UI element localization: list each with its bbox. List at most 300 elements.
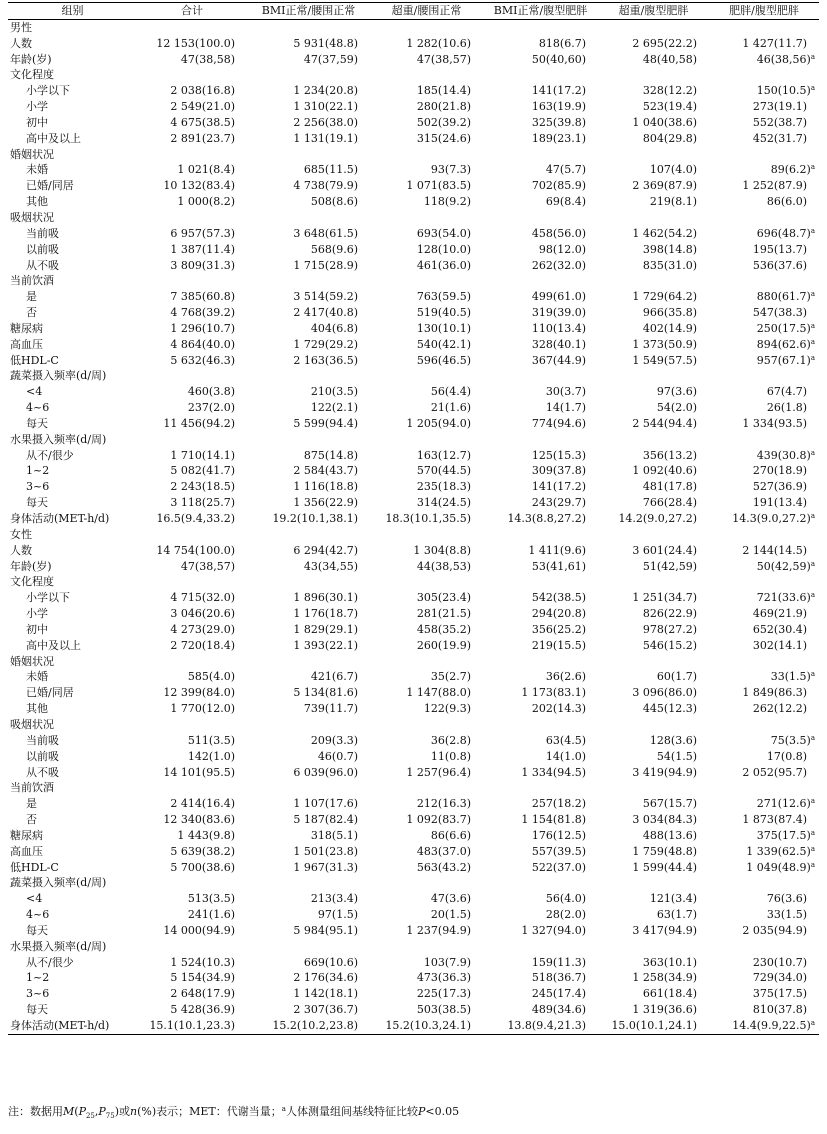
table-cell <box>483 353 598 369</box>
row-label: 已婚/同居 <box>26 179 74 193</box>
table-cell <box>709 701 819 717</box>
cell-value: 47(38,57) <box>180 559 235 573</box>
table-cell <box>598 543 709 559</box>
table-cell <box>598 36 709 52</box>
table-cell <box>247 321 370 337</box>
note-prefix: 注：数据用 <box>8 1105 63 1118</box>
table-cell <box>483 891 598 907</box>
table-row <box>8 321 819 337</box>
cell-value: 519(40.5) <box>416 306 471 320</box>
cell-value: 652(30.4) <box>752 622 807 636</box>
table-row <box>8 273 819 289</box>
table-cell <box>247 574 370 590</box>
table-cell <box>598 875 709 891</box>
table-cell <box>709 986 819 1002</box>
table-cell <box>137 353 247 369</box>
table-row <box>8 67 819 83</box>
row-label: 每天 <box>26 416 48 430</box>
table-cell <box>598 400 709 416</box>
cell-value: 12 399(84.0) <box>163 686 235 700</box>
cell-value: 250(17.5) <box>756 321 811 335</box>
table-row <box>8 590 819 606</box>
table-cell <box>247 368 370 384</box>
cell-value: 1 071(83.5) <box>406 179 471 193</box>
table-cell <box>598 162 709 178</box>
table-cell <box>247 99 370 115</box>
cell-value: 567(15.7) <box>642 797 697 811</box>
table-cell <box>483 1018 598 1034</box>
row-label: 每天 <box>26 496 48 510</box>
table-cell <box>137 67 247 83</box>
table-cell <box>247 194 370 210</box>
row-label: 3~6 <box>26 987 50 1001</box>
table-cell <box>247 448 370 464</box>
cell-value: 1 829(29.1) <box>293 622 358 636</box>
table-row <box>8 828 819 844</box>
cell-value: 14 000(94.9) <box>163 923 235 937</box>
table-cell <box>709 289 819 305</box>
table-cell <box>483 52 598 68</box>
cell-value: 189(23.1) <box>531 131 586 145</box>
table-cell <box>709 733 819 749</box>
table-cell <box>247 384 370 400</box>
cell-value: 5 428(36.9) <box>170 1003 235 1017</box>
table-cell <box>370 448 483 464</box>
cell-value: 1 715(28.9) <box>293 258 358 272</box>
cell-value: 47(38,57) <box>416 52 471 66</box>
table-cell <box>709 765 819 781</box>
row-label: 低HDL-C <box>10 860 59 874</box>
table-cell <box>137 527 247 543</box>
table-cell <box>370 749 483 765</box>
table-row <box>8 574 819 590</box>
cell-value: 513(3.5) <box>187 892 235 906</box>
table-cell <box>137 226 247 242</box>
cell-value: 150(10.5) <box>756 84 811 98</box>
row-label: 否 <box>26 306 37 320</box>
cell-value: 693(54.0) <box>416 226 471 240</box>
table-cell <box>483 400 598 416</box>
table-row <box>8 780 819 796</box>
note-p-threshold: <0.05 <box>425 1105 460 1118</box>
cell-value: 2 256(38.0) <box>293 115 358 129</box>
table-row <box>8 194 819 210</box>
table-cell <box>370 796 483 812</box>
cell-value: 97(3.6) <box>656 385 697 399</box>
table-cell <box>483 321 598 337</box>
table-cell <box>370 194 483 210</box>
table-cell <box>483 559 598 575</box>
significance-mark: a <box>810 591 815 600</box>
table-cell <box>247 147 370 163</box>
row-label: 1~2 <box>26 464 50 478</box>
cell-value: 305(23.4) <box>416 591 471 605</box>
cell-value: 19.2(10.1,38.1) <box>272 512 358 525</box>
table-cell <box>709 606 819 622</box>
table-cell <box>709 178 819 194</box>
table-cell <box>370 305 483 321</box>
table-cell <box>137 875 247 891</box>
cell-value: 1 356(22.9) <box>293 496 358 510</box>
table-cell <box>709 828 819 844</box>
cell-value: 213(3.4) <box>310 892 358 906</box>
table-cell <box>598 590 709 606</box>
table-row <box>8 305 819 321</box>
cell-value: 5 984(95.1) <box>293 923 358 937</box>
cell-value: 243(29.7) <box>531 496 586 510</box>
table-row <box>8 210 819 226</box>
table-cell <box>709 559 819 575</box>
table-cell <box>483 99 598 115</box>
table-cell <box>709 860 819 876</box>
cell-value: 596(46.5) <box>416 353 471 367</box>
significance-mark: a <box>810 52 815 61</box>
cell-value: 36(2.8) <box>430 733 471 747</box>
cell-value: 36(2.6) <box>545 670 586 684</box>
cell-value: 53(41,61) <box>531 559 586 573</box>
cell-value: 76(3.6) <box>766 892 807 906</box>
cell-value: 1 304(8.8) <box>413 543 471 557</box>
cell-value: 763(59.5) <box>416 290 471 304</box>
cell-value: 17(0.8) <box>766 749 807 763</box>
cell-value: 2 243(18.5) <box>170 480 235 494</box>
table-cell <box>598 19 709 35</box>
cell-value: 460(3.8) <box>187 385 235 399</box>
table-cell <box>137 638 247 654</box>
cell-value: 28(2.0) <box>545 908 586 922</box>
table-cell <box>709 194 819 210</box>
cell-value: 47(38,58) <box>180 52 235 66</box>
table-cell <box>709 749 819 765</box>
table-cell <box>247 986 370 1002</box>
cell-value: 14.3(8.8,27.2) <box>507 512 586 525</box>
table-cell <box>483 432 598 448</box>
cell-value: 128(3.6) <box>649 733 697 747</box>
table-cell <box>370 258 483 274</box>
cell-value: 5 931(48.8) <box>293 36 358 50</box>
table-cell <box>137 1002 247 1018</box>
cell-value: 15.2(10.2,23.8) <box>272 1019 358 1032</box>
table-cell <box>137 210 247 226</box>
cell-value: 511(3.5) <box>187 733 235 747</box>
table-cell <box>709 527 819 543</box>
cell-value: 421(6.7) <box>310 670 358 684</box>
table-cell <box>483 463 598 479</box>
table-cell <box>137 970 247 986</box>
table-cell <box>483 305 598 321</box>
table-cell <box>370 590 483 606</box>
table-row <box>8 384 819 400</box>
table-cell <box>709 305 819 321</box>
table-cell <box>709 638 819 654</box>
table-cell <box>598 844 709 860</box>
table-cell <box>598 273 709 289</box>
table-cell <box>483 416 598 432</box>
cell-value: 12 340(83.6) <box>163 813 235 827</box>
significance-mark: a <box>810 163 815 172</box>
table-cell <box>247 923 370 939</box>
table-cell <box>483 36 598 52</box>
cell-value: 2 163(36.5) <box>293 353 358 367</box>
cell-value: 1 252(87.9) <box>742 179 807 193</box>
table-cell <box>370 907 483 923</box>
table-row <box>8 701 819 717</box>
cell-value: 375(17.5) <box>752 987 807 1001</box>
table-cell <box>709 36 819 52</box>
table-cell <box>247 416 370 432</box>
table-cell <box>483 210 598 226</box>
table-cell <box>137 321 247 337</box>
table-cell <box>370 780 483 796</box>
table-cell <box>247 400 370 416</box>
cell-value: 473(36.3) <box>416 971 471 985</box>
row-label: 吸烟状况 <box>10 210 54 224</box>
cell-value: 2 052(95.7) <box>742 765 807 779</box>
cell-value: 230(10.7) <box>752 955 807 969</box>
cell-value: 209(3.3) <box>310 733 358 747</box>
table-row <box>8 844 819 860</box>
row-label: 文化程度 <box>10 68 54 82</box>
table-cell <box>137 305 247 321</box>
cell-value: 2 695(22.2) <box>632 36 697 50</box>
cell-value: 210(3.5) <box>310 385 358 399</box>
cell-value: 159(11.3) <box>531 955 586 969</box>
cell-value: 328(40.1) <box>531 337 586 351</box>
cell-value: 739(11.7) <box>303 702 358 716</box>
table-row <box>8 765 819 781</box>
table-cell <box>370 1002 483 1018</box>
table-cell <box>483 780 598 796</box>
table-cell <box>137 289 247 305</box>
cell-value: 5 187(82.4) <box>293 813 358 827</box>
table-cell <box>483 273 598 289</box>
table-cell <box>137 178 247 194</box>
row-label: 其他 <box>26 195 48 209</box>
note-m-symbol: M <box>63 1105 75 1118</box>
cell-value: 51(42,59) <box>642 559 697 573</box>
cell-value: 1 000(8.2) <box>177 195 235 209</box>
cell-value: 219(15.5) <box>531 638 586 652</box>
table-cell <box>370 289 483 305</box>
cell-value: 110(13.4) <box>531 321 586 335</box>
cell-value: 557(39.5) <box>531 844 586 858</box>
cell-value: 1 501(23.8) <box>293 844 358 858</box>
cell-value: 367(44.9) <box>531 353 586 367</box>
cell-value: 86(6.6) <box>430 828 471 842</box>
table-cell <box>137 1018 247 1034</box>
cell-value: 1 205(94.0) <box>406 416 471 430</box>
cell-value: 122(2.1) <box>310 401 358 415</box>
table-cell <box>137 147 247 163</box>
cell-value: 570(44.5) <box>416 464 471 478</box>
table-row <box>8 923 819 939</box>
table-cell <box>483 226 598 242</box>
table-cell <box>137 99 247 115</box>
table-cell <box>483 115 598 131</box>
row-label: 蔬菜摄入频率(d/周) <box>10 876 107 890</box>
table-cell <box>370 178 483 194</box>
cell-value: 439(30.8) <box>756 448 811 462</box>
cell-value: 957(67.1) <box>756 353 811 367</box>
table-cell <box>137 559 247 575</box>
cell-value: 235(18.3) <box>416 480 471 494</box>
note-n-symbol: n <box>130 1105 138 1118</box>
cell-value: 469(21.9) <box>752 607 807 621</box>
table-cell <box>247 559 370 575</box>
table-cell <box>247 970 370 986</box>
row-label: 文化程度 <box>10 575 54 589</box>
table-cell <box>483 717 598 733</box>
table-cell <box>247 860 370 876</box>
cell-value: 257(18.2) <box>531 797 586 811</box>
table-cell <box>483 162 598 178</box>
cell-value: 89(6.2) <box>770 163 811 177</box>
table-row <box>8 685 819 701</box>
table-cell <box>598 733 709 749</box>
table-cell <box>370 273 483 289</box>
cell-value: 1 282(10.6) <box>406 36 471 50</box>
row-label: 男性 <box>10 20 32 34</box>
row-label: 高中及以上 <box>26 638 81 652</box>
cell-value: 1 387(11.4) <box>170 242 235 256</box>
table-cell <box>370 559 483 575</box>
cell-value: 86(6.0) <box>766 195 807 209</box>
cell-value: 2 307(36.7) <box>293 1003 358 1017</box>
table-cell <box>598 749 709 765</box>
table-cell <box>247 337 370 353</box>
header-cell: BMI正常/腹型肥胖 <box>483 3 598 20</box>
table-cell <box>709 432 819 448</box>
cell-value: 540(42.1) <box>416 337 471 351</box>
table-cell <box>247 511 370 527</box>
table-cell <box>598 780 709 796</box>
significance-mark: a <box>810 797 815 806</box>
cell-value: 458(35.2) <box>416 622 471 636</box>
row-label: 糖尿病 <box>10 828 43 842</box>
row-label: 从不/很少 <box>26 955 74 969</box>
table-cell <box>598 52 709 68</box>
cell-value: 270(18.9) <box>752 464 807 478</box>
table-cell <box>598 463 709 479</box>
significance-mark: a <box>810 670 815 679</box>
table-cell <box>370 321 483 337</box>
table-cell <box>137 337 247 353</box>
cell-value: 14 101(95.5) <box>163 765 235 779</box>
cell-value: 5 599(94.4) <box>293 416 358 430</box>
cell-value: 185(14.4) <box>416 84 471 98</box>
table-cell <box>598 384 709 400</box>
cell-value: 271(12.6) <box>756 797 811 811</box>
cell-value: 3 096(86.0) <box>632 686 697 700</box>
cell-value: 766(28.4) <box>642 496 697 510</box>
cell-value: 15.1(10.1,23.3) <box>149 1019 235 1032</box>
cell-value: 1 154(81.8) <box>521 813 586 827</box>
cell-value: 1 770(12.0) <box>170 702 235 716</box>
table-cell <box>709 669 819 685</box>
table-cell <box>137 907 247 923</box>
table-cell <box>247 875 370 891</box>
cell-value: 48(40,58) <box>642 52 697 66</box>
table-cell <box>137 733 247 749</box>
cell-value: 50(40,60) <box>531 52 586 66</box>
cell-value: 44(38,53) <box>416 559 471 573</box>
table-cell <box>598 131 709 147</box>
cell-value: 774(94.6) <box>531 416 586 430</box>
row-label: 4~6 <box>26 401 50 415</box>
table-cell <box>370 669 483 685</box>
table-cell <box>137 590 247 606</box>
row-label: 吸烟状况 <box>10 717 54 731</box>
table-cell <box>137 939 247 955</box>
table-cell <box>483 860 598 876</box>
table-cell <box>137 955 247 971</box>
row-label: 其他 <box>26 702 48 716</box>
cell-value: 121(3.4) <box>649 892 697 906</box>
table-cell <box>247 844 370 860</box>
table-cell <box>709 400 819 416</box>
table-cell <box>483 495 598 511</box>
cell-value: 585(4.0) <box>187 670 235 684</box>
table-cell <box>598 654 709 670</box>
table-cell <box>483 923 598 939</box>
cell-value: 60(1.7) <box>656 670 697 684</box>
cell-value: 502(39.2) <box>416 115 471 129</box>
cell-value: 107(4.0) <box>649 163 697 177</box>
table-cell <box>370 638 483 654</box>
row-label: 水果摄入频率(d/周) <box>10 432 107 446</box>
row-label: 年龄(岁) <box>10 559 52 573</box>
table-cell <box>247 590 370 606</box>
cell-value: 163(19.9) <box>531 100 586 114</box>
cell-value: 5 154(34.9) <box>170 971 235 985</box>
table-cell <box>247 669 370 685</box>
table-cell <box>137 115 247 131</box>
table-cell <box>709 780 819 796</box>
cell-value: 302(14.1) <box>752 638 807 652</box>
table-cell <box>370 733 483 749</box>
table-row <box>8 258 819 274</box>
table-cell <box>598 939 709 955</box>
row-label: 当前饮酒 <box>10 781 54 795</box>
table-cell <box>598 432 709 448</box>
cell-value: 328(12.2) <box>642 84 697 98</box>
significance-mark: a <box>810 321 815 330</box>
cell-value: 4 768(39.2) <box>170 306 235 320</box>
table-cell <box>483 337 598 353</box>
row-label: <4 <box>26 385 43 399</box>
table-cell <box>247 891 370 907</box>
row-label: 每天 <box>26 923 48 937</box>
cell-value: 63(4.5) <box>545 733 586 747</box>
table-cell <box>370 210 483 226</box>
table-row <box>8 115 819 131</box>
cell-value: 1 599(44.4) <box>632 860 697 874</box>
cell-value: 2 176(34.6) <box>293 971 358 985</box>
table-cell <box>370 527 483 543</box>
table-cell <box>137 368 247 384</box>
table-cell <box>247 67 370 83</box>
table-cell <box>370 844 483 860</box>
row-label: 糖尿病 <box>10 321 43 335</box>
cell-value: 1 257(96.4) <box>406 765 471 779</box>
table-cell <box>137 669 247 685</box>
cell-value: 1 373(50.9) <box>632 337 697 351</box>
table-cell <box>709 685 819 701</box>
significance-mark: a <box>810 84 815 93</box>
cell-value: 3 118(25.7) <box>170 496 235 510</box>
table-cell <box>709 574 819 590</box>
cell-value: 1 729(64.2) <box>632 290 697 304</box>
